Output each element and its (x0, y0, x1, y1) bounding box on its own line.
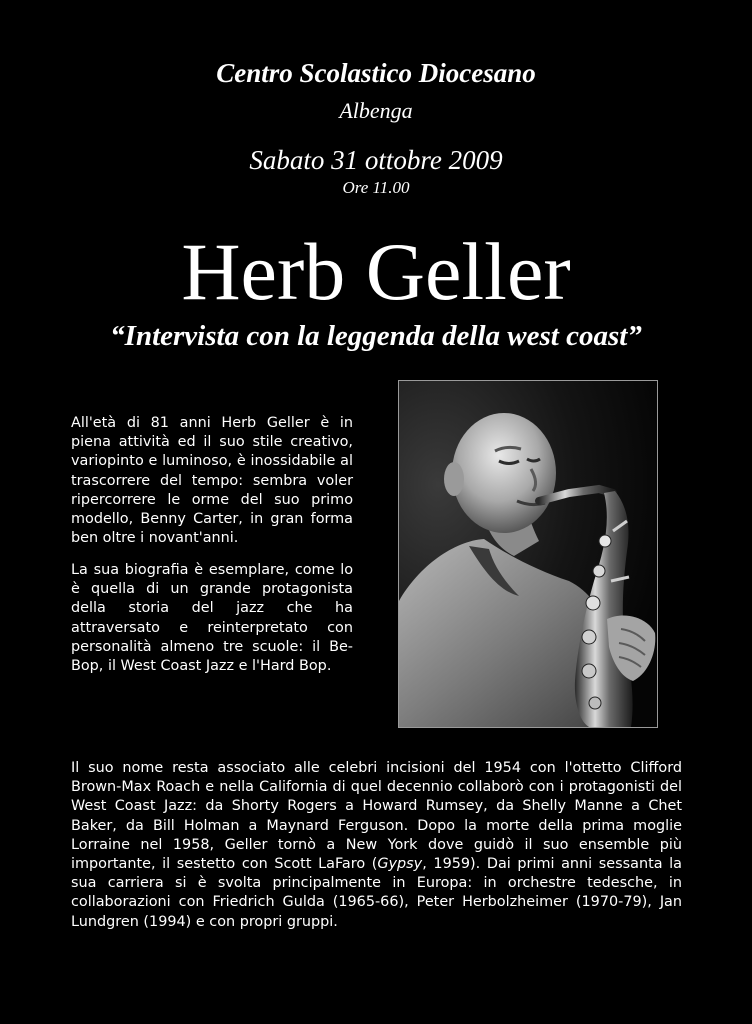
bio-paragraph-1: All'età di 81 anni Herb Geller è in piena attività ed il suo stile creativo, variopinto e luminoso, è inossidabile al trascorrere del tempo: sembra voler ripercorrere le orme del suo primo modello, Benny Carter, in gran forma ben oltre i novant'anni. (71, 415, 353, 547)
interview-title: “Intervista con la leggenda della west coast” (110, 320, 642, 352)
career-text-part-1: Il suo nome resta associato alle celebri incisioni del 1954 con l'ottetto Clifford Brown-Max Roach e nella California di quel decennio collaborò con i protagonisti del West Coast Jazz: da Shorty Rogers a Howard Rumsey, da Shelly Manne a Chet Baker, da Bill Holman a Maynard Ferguson. Dopo la morte della prima moglie Lorraine nel 1958, Geller tornò a New York dove guidò il suo ensemble più importante, il sestetto con Scott LaFaro ( (71, 760, 682, 873)
city-name: Albenga (339, 98, 413, 123)
career-text-part-2: , 1959). Dai primi anni sessanta la sua carriera si è svolta principalmente in Europa: in orchestre tedesche, in collaborazioni con Friedrich Gulda (1965-66), Peter Herbolzheimer (1970-79), Jan Lundgren (1994) e con propri gruppi. (71, 856, 682, 930)
artist-name: Herb Geller (181, 226, 571, 317)
venue-name: Centro Scolastico Diocesano (216, 58, 536, 88)
saxophonist-photo-icon (399, 381, 657, 727)
career-paragraph (71, 759, 682, 932)
artist-photo (398, 380, 658, 728)
album-title: Gypsy (377, 856, 423, 873)
event-time: Ore 11.00 (342, 178, 410, 197)
bio-paragraph-2: La sua biografia è esemplare, come lo è quella di un grande protagonista della storia del jazz che ha attraversato e reinterpretato con personalità almeno tre scuole: il Be-Bop, il West Coast Jazz e l'Hard Bop. (71, 562, 353, 675)
event-date: Sabato 31 ottobre 2009 (249, 145, 503, 175)
